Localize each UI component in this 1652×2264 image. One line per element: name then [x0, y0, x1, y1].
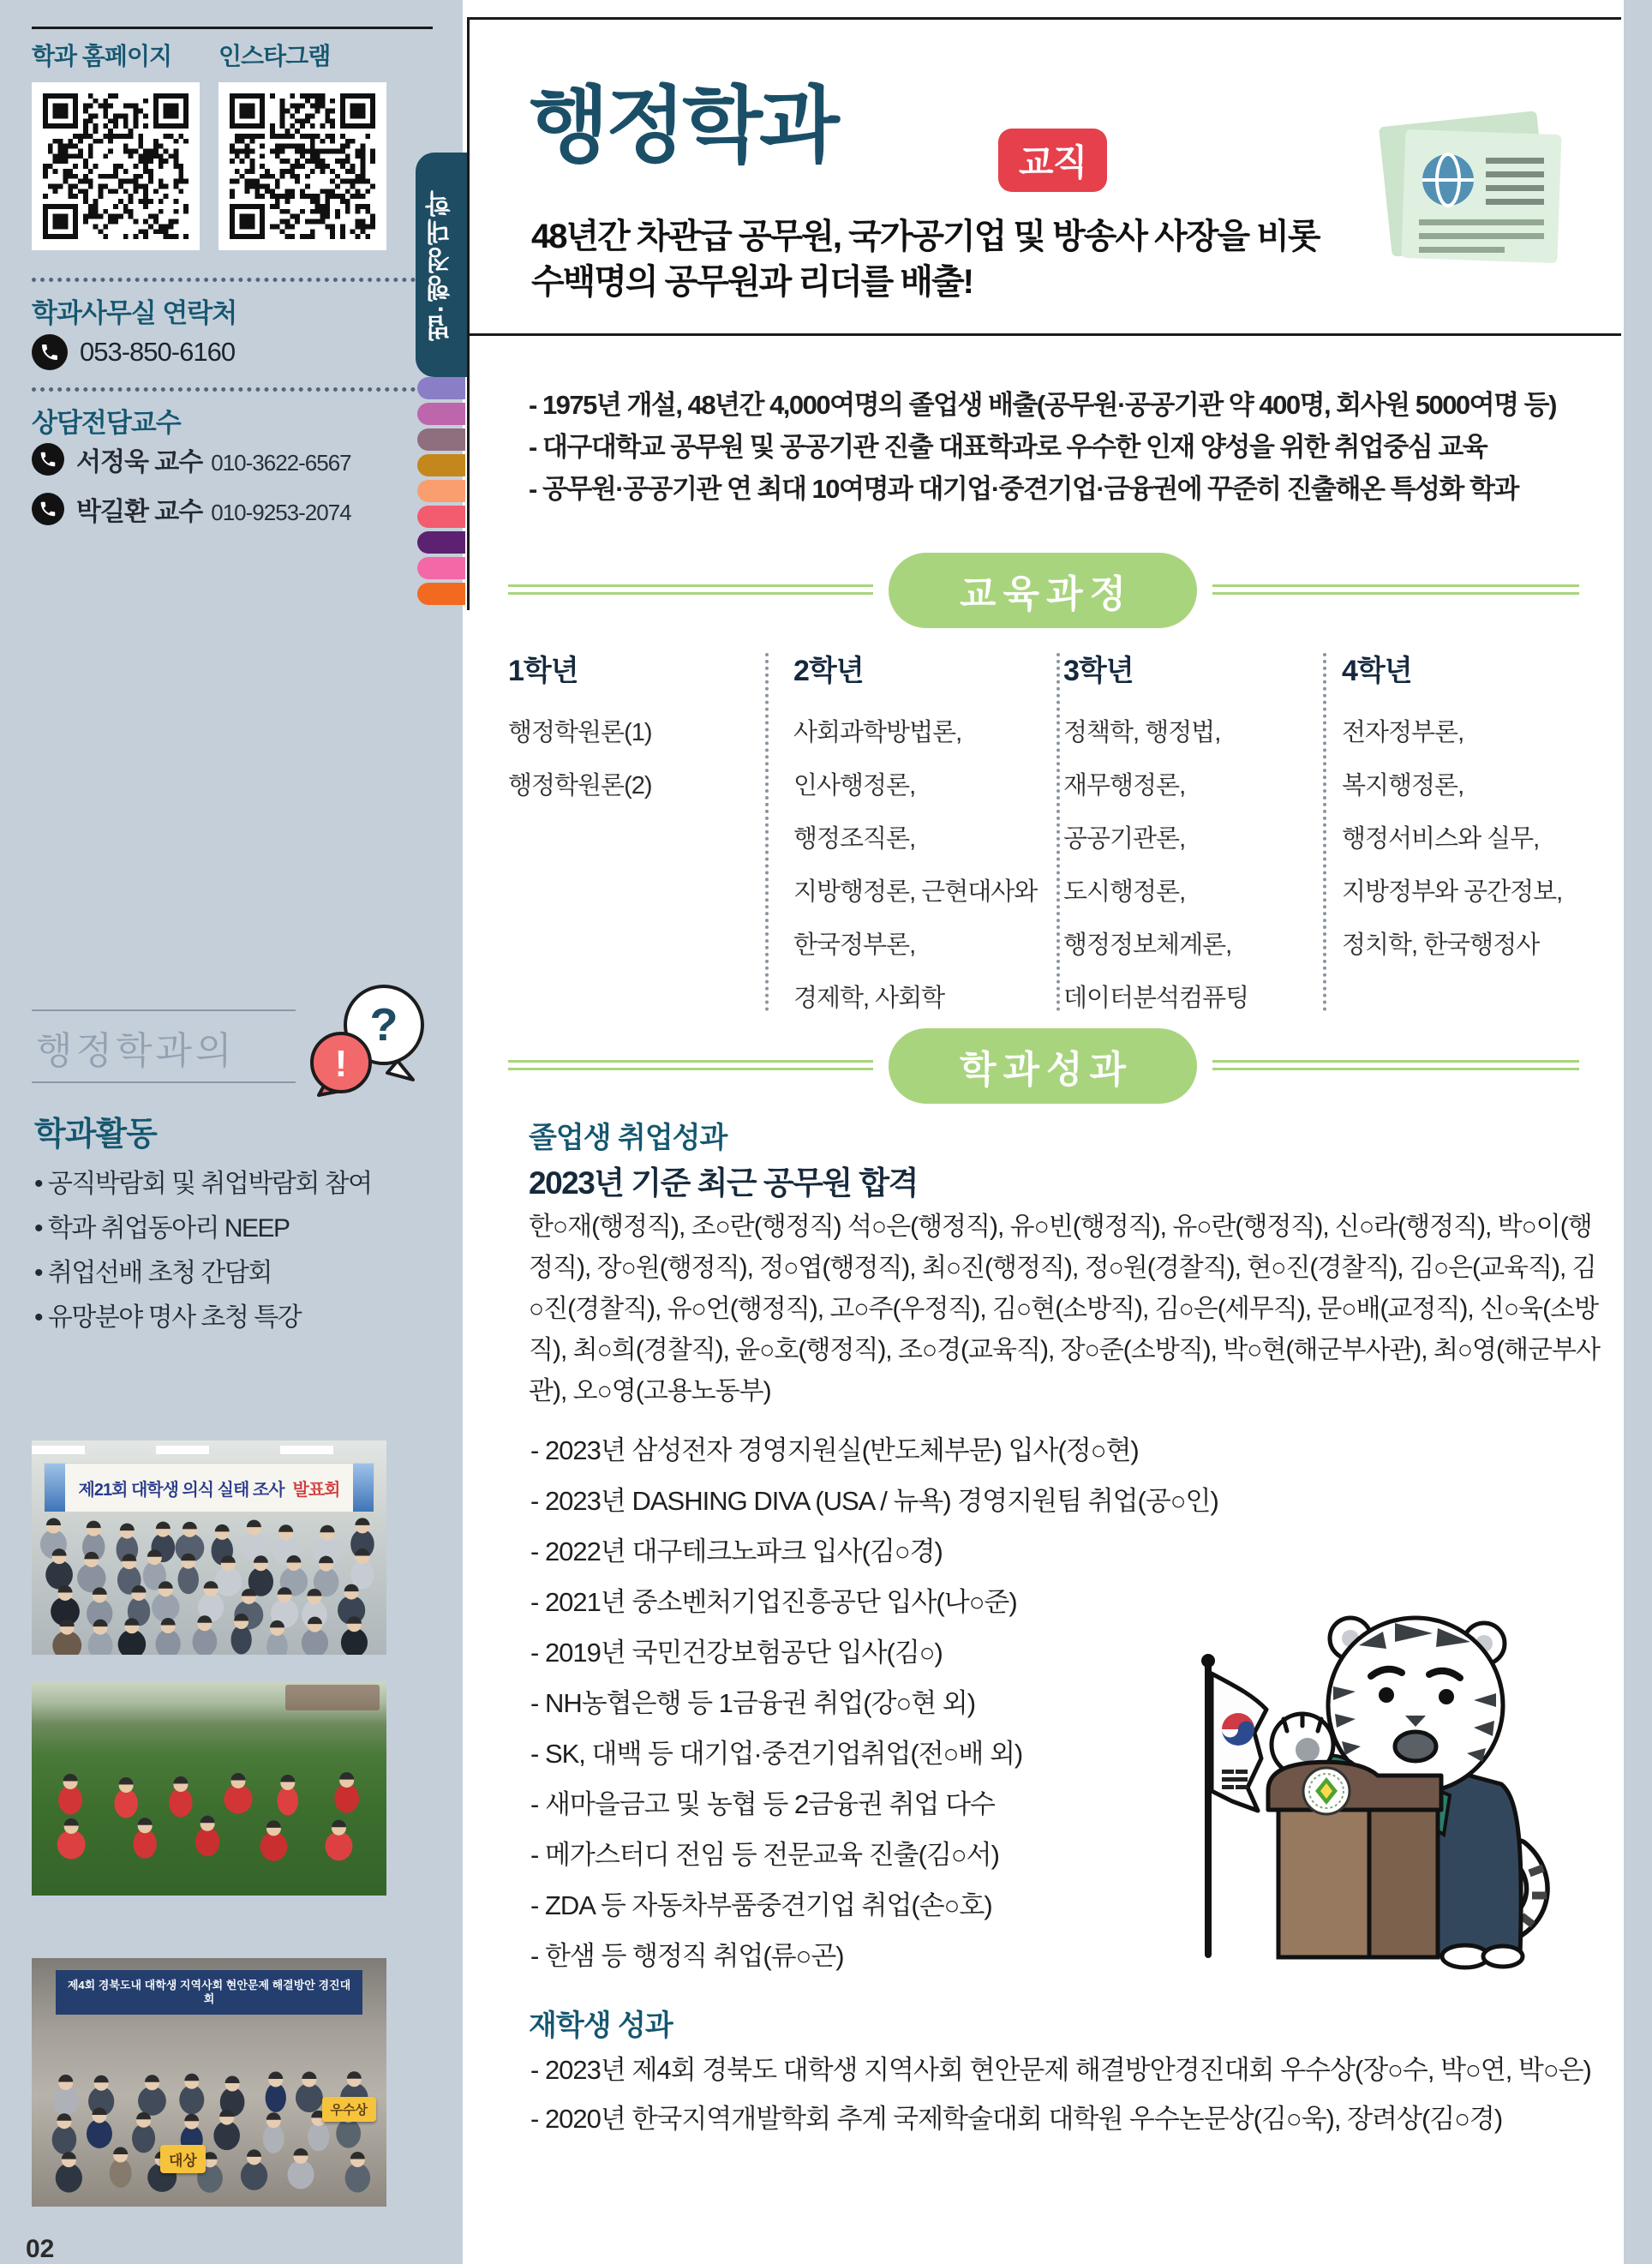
graduates-names-paragraph: 한○재(행정직), 조○란(행정직) 석○은(행정직), 유○빈(행정직), 유○란(행정직), 신○라(행정직), 박○이(행정직), 장○원(행정직), 정○엽(행정직), 최○진(행정직), 정○원(경찰직), 현○진(경찰직), 김○은(교육직), 김○진(경찰직), 유○언(행정직), 고○주(우정직), 김○현(소방직), 김○은(세무직), 문○배(교정직), 신○욱(소방직), 최○희(경찰직), 윤○호(행정직), 조○경(교육직), 장○준(소방직), 박○현(해군부사관), 최○영(해군부사관), 오○영(고용노동부): [529, 1213, 1600, 1405]
phone-icon: [32, 443, 64, 476]
course-item: 정치학, 한국행정사: [1342, 931, 1540, 959]
activity-item: • 취업선배 초청 간담회: [34, 1251, 372, 1296]
right-edge-strip: [1624, 0, 1652, 2264]
employment-item: - SK, 대백 등 대기업·중견기업취업(전○배 외): [530, 1736, 1601, 1772]
graduates-heading: 졸업생 취업성과: [529, 1122, 727, 1154]
advisors-heading: 상담전담교수: [32, 408, 181, 438]
korean-flag-icon: [1201, 1654, 1266, 1958]
office-contact-heading: 학과사무실 연락처: [32, 298, 237, 328]
graduates-subheading: 2023년 기준 최근 공무원 합격: [529, 1165, 918, 1201]
tiger-podium-mascot-illustration: [1182, 1585, 1551, 1971]
college-tab-strip: [417, 480, 465, 502]
course-item: 전자정부론,: [1342, 719, 1464, 746]
intro-bullet: - 대구대학교 공무원 및 공공기관 진출 대표학과로 우수한 인재 양성을 위한 취업중심 교육: [529, 426, 1556, 468]
activity-item: • 유망분야 명사 초청 특강: [34, 1296, 372, 1340]
page-number: 02: [26, 2235, 55, 2263]
banner-text: 제21회 대학생 의식 실태 조사: [78, 1480, 284, 1500]
divider: [32, 1009, 296, 1011]
office-phone-row: [32, 334, 235, 370]
dotted-divider: [32, 278, 433, 282]
intro-bullet: - 1975년 개설, 48년간 4,000여명의 졸업생 배출(공무원·공공기관 약 400명, 회사원 5000여명 등): [529, 384, 1556, 426]
student-achievement-item: - 2023년 제4회 경북도 대학생 지역사회 현안문제 해결방안경진대회 우수상(장○수, 박○연, 박○은): [530, 2050, 1610, 2090]
activities-list: [34, 1162, 372, 1340]
crowd-illustration: [32, 1516, 386, 1655]
year-label: 2학년: [793, 655, 864, 687]
qr-code-homepage-icon: [32, 82, 200, 250]
tagline-line2: 수백명의 공무원과 리더를 배출!: [531, 263, 973, 301]
divider: [32, 27, 433, 29]
advisor-phone: 010-9253-2074: [211, 500, 351, 525]
team-illustration: [32, 1681, 386, 1896]
column-divider: [1323, 653, 1326, 1011]
advisor-name: 서정욱 교수: [76, 448, 203, 476]
student-achievement-item: - 2020년 한국지역개발학회 추계 국제학술대회 대학원 우수논문상(김○욱), 장려상(김○경): [530, 2099, 1610, 2139]
homepage-label: 학과 홈페이지: [32, 43, 172, 69]
course-item: 인사행정론,: [793, 772, 916, 800]
employment-item: - ZDA 등 자동차부품중견기업 취업(손○호): [530, 1888, 1601, 1924]
crowd-illustration: [32, 2061, 386, 2207]
advisor-row: [32, 490, 351, 528]
curriculum-section-header: [467, 553, 1619, 628]
college-tab-strip: [417, 531, 465, 554]
curriculum-column-4: [1342, 647, 1562, 972]
activity-item: • 학과 취업동아리 NEEP: [34, 1207, 372, 1251]
activities-heading: 학과활동: [34, 1117, 157, 1153]
course-item: 정책학, 행정법,: [1063, 719, 1221, 746]
employment-item: - NH농협은행 등 1금융권 취업(강○현 외): [530, 1686, 1601, 1722]
course-item: 경제학, 사회학: [793, 985, 945, 1012]
curriculum-column-2: [793, 647, 1037, 1025]
college-tab-strip: [417, 583, 465, 605]
college-tab-strip: [417, 403, 465, 425]
college-tab-strip: [417, 454, 465, 476]
question-exclamation-bubble-icon: [308, 982, 428, 1102]
dotted-divider: [32, 387, 433, 392]
teaching-cert-badge: 교직: [998, 129, 1107, 192]
employment-item: - 2019년 국민건강보험공단 입사(김○): [530, 1635, 1601, 1671]
survey-presentation-photo: [32, 1440, 386, 1655]
advisor-name: 박길환 교수: [76, 498, 203, 526]
curriculum-column-3: [1063, 647, 1248, 1025]
activity-item: • 공직박람회 및 취업박람회 참여: [34, 1162, 372, 1207]
students-heading: 재학생 성과: [529, 2009, 673, 2042]
contest-award-photo: [32, 1958, 386, 2207]
decor-line: [1212, 1060, 1579, 1070]
course-item: 행정서비스와 실무,: [1342, 825, 1540, 853]
course-item: 재무행정론,: [1063, 772, 1186, 800]
tagline: [531, 214, 1319, 305]
year-label: 4학년: [1342, 655, 1412, 687]
decor-line: [508, 1060, 873, 1070]
tagline-line1: 48년간 차관급 공무원, 국가공기업 및 방송사 사장을 비롯: [531, 218, 1320, 255]
employment-item: - 2021년 중소벤처기업진흥공단 입사(나○준): [530, 1584, 1601, 1620]
svg-text:?: ?: [369, 999, 398, 1051]
svg-text:!: !: [334, 1043, 348, 1085]
course-item: 복지행정론,: [1342, 772, 1464, 800]
main-content: [467, 0, 1624, 2264]
advisor-row: [32, 440, 351, 478]
sidebar: [0, 0, 463, 2264]
college-tab-strip: [417, 506, 465, 528]
course-item: 사회과학방법론,: [793, 719, 962, 746]
course-item: 행정학원론(2): [508, 772, 652, 800]
employment-item: - 2022년 대구테크노파크 입사(김○경): [530, 1534, 1601, 1570]
column-divider: [765, 653, 769, 1011]
course-item: 도시행정론,: [1063, 878, 1186, 906]
course-item: 지방행정론, 근현대사와: [793, 878, 1038, 906]
qr-code-instagram-icon: [218, 82, 386, 250]
college-tab-strip: [417, 428, 465, 451]
course-item: 행정조직론,: [793, 825, 916, 853]
employment-item: - 2023년 DASHING DIVA (USA / 뉴욕) 경영지원팀 취업(공○인): [530, 1483, 1601, 1519]
course-item: 지방정부와 공간정보,: [1342, 878, 1563, 906]
employment-item: - 새마을금고 및 농협 등 2금융권 취업 다수: [530, 1787, 1601, 1823]
advisor-phone: 010-3622-6567: [211, 450, 351, 476]
section-pill: 교육과정: [889, 553, 1197, 628]
banner-accent-text: 발표회: [292, 1480, 340, 1500]
year-label: 3학년: [1063, 655, 1134, 687]
year-label: 1학년: [508, 655, 578, 687]
section-pill: 학과성과: [889, 1028, 1197, 1104]
advisors-list: [32, 440, 351, 540]
soccer-team-photo: [32, 1681, 386, 1896]
photo-ceiling-lights: [32, 1446, 386, 1454]
intro-bullet: - 공무원·공공기관 연 최대 10여명과 대기업·중견기업·금융권에 꾸준히 진출해온 특성화 학과: [529, 468, 1556, 510]
employment-item: - 메가스터디 전임 등 전문교육 진출(김○서): [530, 1837, 1601, 1873]
curriculum-column-1: [508, 647, 652, 812]
newspaper-globe-icon: [1369, 94, 1575, 279]
award-badge: 대상: [160, 2145, 206, 2173]
college-tab-strip: [417, 377, 465, 399]
college-tab-label: 법·행정대학: [427, 189, 455, 341]
photo-banner: [44, 1463, 374, 1512]
college-tab-strip: [417, 557, 465, 579]
course-item: 공공기관론,: [1063, 825, 1186, 853]
student-achievement-list: [530, 2050, 1610, 2147]
page-title: 행정학과: [529, 79, 836, 172]
course-item: 데이터분석컴퓨팅: [1063, 985, 1249, 1012]
phone-icon: [32, 493, 64, 525]
phone-icon: [32, 334, 68, 370]
college-tab: [416, 153, 467, 377]
department-eyebrow: 행정학과의: [36, 1030, 236, 1072]
decor-line: [508, 584, 873, 595]
achievements-section-header: [467, 1028, 1619, 1104]
course-item: 한국정부론,: [793, 931, 916, 959]
office-phone-number: 053-850-6160: [80, 337, 236, 367]
decor-line: [1212, 584, 1579, 595]
column-divider: [1056, 653, 1060, 1011]
award-badge: 우수상: [322, 2097, 376, 2122]
divider: [32, 1081, 296, 1083]
course-item: 행정정보체계론,: [1063, 931, 1232, 959]
course-item: 행정학원론(1): [508, 719, 652, 746]
college-tab-color-strips: [417, 377, 465, 608]
intro-bullets: [529, 384, 1556, 510]
photo-banner: 제4회 경북도내 대학생 지역사회 현안문제 해결방안 경진대회: [56, 1970, 362, 2015]
employment-item: - 한샘 등 행정직 취업(류○곤): [530, 1938, 1601, 1974]
employment-item: - 2023년 삼성전자 경영지원실(반도체부문) 입사(정○현): [530, 1433, 1601, 1469]
instagram-label: 인스타그램: [218, 43, 331, 69]
